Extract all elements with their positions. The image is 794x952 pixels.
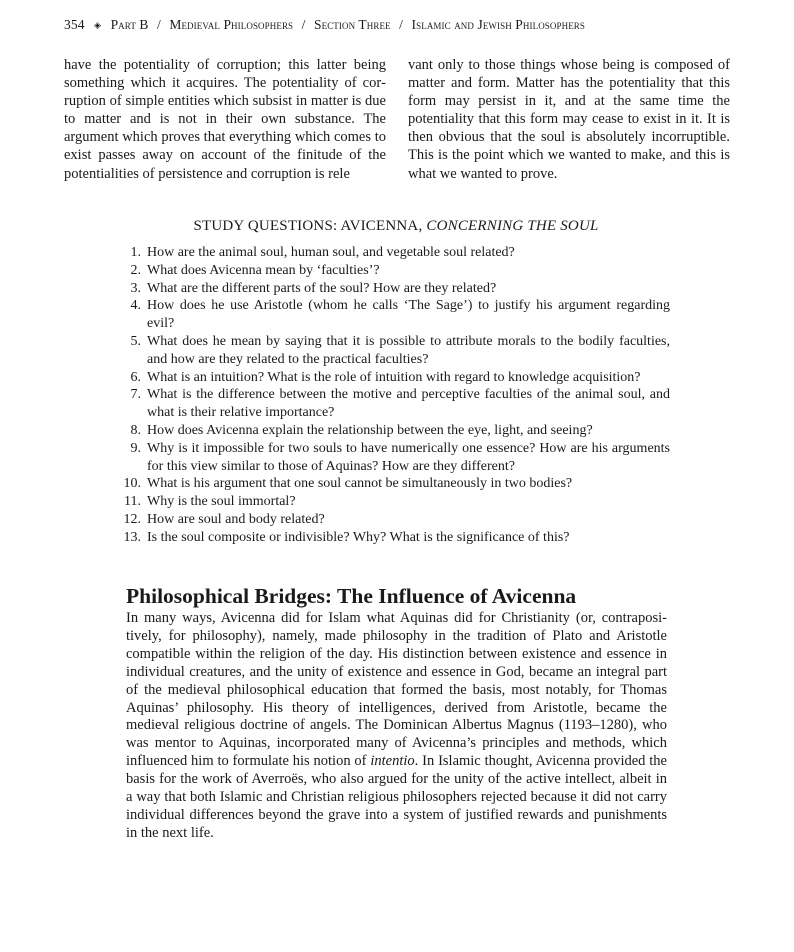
- question-item: [110, 262, 670, 280]
- question-item: [110, 422, 670, 440]
- question-text: Why is it impossible for two souls to have numerically one essence? How are his arguments for this view similar to those of Aquinas? How are they different?: [147, 440, 670, 474]
- question-number: 13.: [123, 529, 141, 545]
- question-text: Is the soul composite or indivisible? Why? What is the significance of this?: [147, 529, 570, 545]
- question-text: What are the different parts of the soul? How are they related?: [147, 280, 497, 296]
- header-separator: /: [301, 17, 306, 32]
- question-item: [110, 386, 670, 422]
- header-section: Section Three: [314, 17, 391, 32]
- header-separator: /: [157, 17, 161, 32]
- question-item: [110, 297, 670, 333]
- question-text: How are the animal soul, human soul, and vegetable soul related?: [147, 245, 515, 260]
- question-number: 4.: [130, 298, 141, 314]
- question-item: [110, 511, 670, 529]
- question-number: 10.: [123, 476, 141, 492]
- header-chapter: Medieval Philosophers: [169, 17, 294, 32]
- question-text: How are soul and body related?: [147, 511, 325, 527]
- question-item: [110, 529, 670, 547]
- question-item: [110, 244, 670, 262]
- section-title: Philosophical Bridges: The Influence of Avicenna: [126, 584, 577, 608]
- question-item: [110, 440, 670, 476]
- question-text: Why is the soul immortal?: [147, 494, 296, 510]
- diamond-ornament-icon: ◈: [94, 20, 102, 30]
- bridges-text-part-2: . In Islamic thought, Avicenna provided the basis for the work of Averroës, who also argued for the unity of the active intellect, albeit in a way that both Islamic and Christian religious philosophers rejected because it did not carry individual differences beyond the grave into a system of justified rewards and punishments in the next life.: [126, 753, 667, 841]
- question-number: 1.: [130, 245, 141, 260]
- question-number: 7.: [130, 387, 141, 403]
- bridges-text-part-1: In many ways, Avicenna did for Islam what Aquinas did for Christianity (or, contrapositively, for philosophy), namely, made philosophy in the tradition of Plato and Aristotle compatible within the religion of the day. His distinction between existence and essence in individual creatures, and the unity of existence and essence in God, became an integral part of the medieval philosophical education that formed the basis, most notably, for Thomas Aquinas’ philosophy. His theory of intelligences, derived from Aristotle, became the medieval religious doctrine of angels. The Dominican Albertus Magnus (1193–1280), who was mentor to Aquinas, incorporated many of Avicenna’s principles and methods, which influenced him to formulate his notion of: [126, 610, 667, 770]
- question-item: [110, 333, 670, 369]
- question-number: 5.: [130, 333, 141, 349]
- question-number: 9.: [130, 440, 141, 456]
- question-text: What does Avicenna mean by ‘faculties’?: [147, 262, 380, 278]
- question-text: How does he use Aristotle (whom he calls ‘The Sage’) to justify his argument regarding evil?: [147, 298, 670, 332]
- question-item: [110, 369, 670, 387]
- running-header: [64, 17, 744, 33]
- study-questions-heading: [126, 218, 666, 235]
- question-text: What is the difference between the motive and perceptive faculties of the animal soul, and what is their relative importance?: [147, 387, 670, 421]
- question-number: 2.: [130, 262, 141, 278]
- header-separator: /: [399, 17, 404, 32]
- question-number: 12.: [123, 511, 141, 527]
- question-number: 6.: [130, 369, 141, 385]
- study-questions-list: [110, 244, 670, 547]
- question-item: [110, 493, 670, 511]
- header-subsection: Islamic and Jewish Philosophers: [411, 17, 586, 32]
- question-item: [110, 280, 670, 298]
- question-text: What is an intuition? What is the role of intuition with regard to knowledge acquisition?: [147, 369, 641, 385]
- question-text: How does Avicenna explain the relationship between the eye, light, and seeing?: [147, 422, 593, 438]
- intro-right-column: vant only to those things whose being is composed of matter and form. Matter has the potentiality that this form may persist in it, and at the same time the potentiality that this form may cease to exist in it. It is then obvious that the soul is absolutely incorruptible. This is the point which we wanted to make, and this is what we wanted to prove.: [408, 57, 730, 182]
- question-number: 11.: [124, 494, 141, 510]
- question-text: What does he mean by saying that it is possible to attribute morals to the bodily faculties, and how are they related to the practical faculties?: [147, 333, 670, 367]
- study-questions-heading-title: CONCERNING THE SOUL: [426, 218, 599, 234]
- bridges-paragraph: [126, 610, 667, 843]
- question-text: What is his argument that one soul cannot be simultaneously in two bodies?: [147, 476, 573, 492]
- page-number: 354: [64, 17, 85, 32]
- question-number: 8.: [130, 422, 141, 438]
- question-item: [110, 475, 670, 493]
- italic-term: intentio: [370, 753, 415, 770]
- question-number: 3.: [130, 280, 141, 296]
- intro-left-column: have the potentiality of corruption; this latter being something which it acquires. The potentiality of corruption of simple entities which subsist in matter is due to matter and is not in their own substance. The argument which proves that everything which comes to exist passes away on account of the finitude of the potentialities of persistence and corruption is rele: [64, 57, 386, 182]
- header-part: Part B: [110, 17, 149, 32]
- study-questions-heading-prefix: STUDY QUESTIONS: AVICENNA,: [193, 218, 427, 234]
